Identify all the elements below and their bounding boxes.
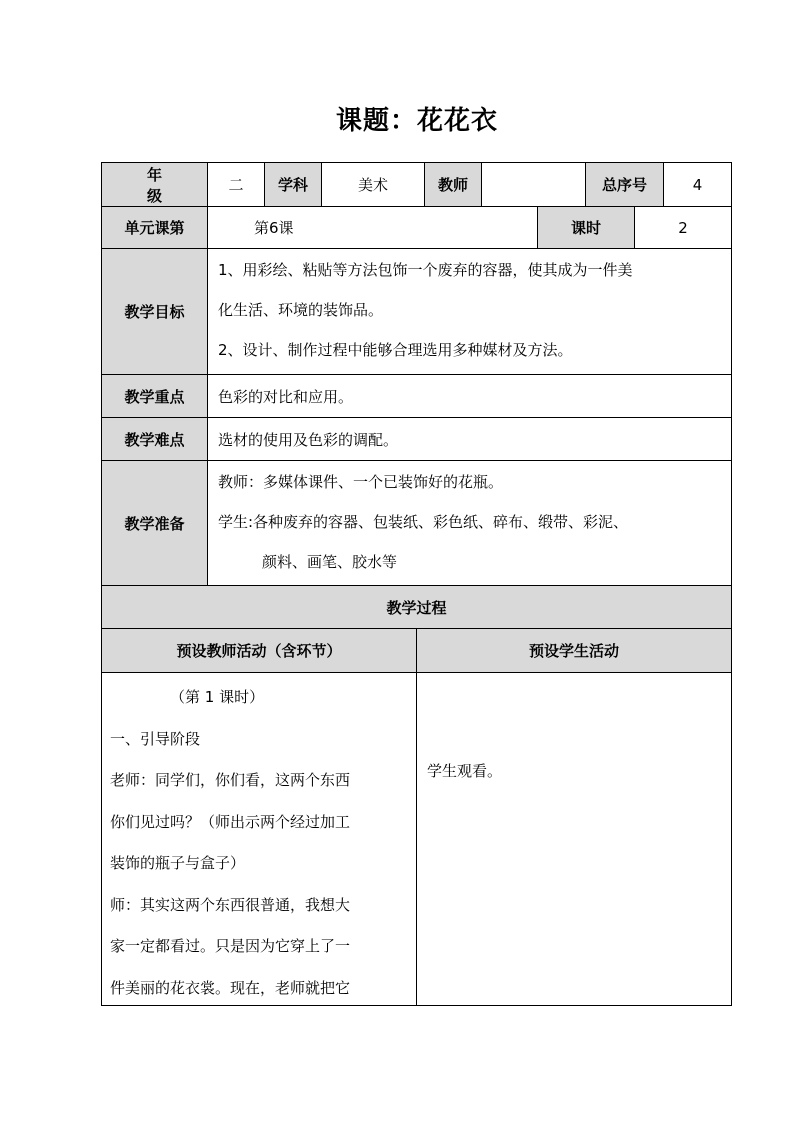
subject-label: 学科: [265, 163, 322, 207]
process-heading: 教学过程: [102, 586, 731, 629]
difficulties-text: 选材的使用及色彩的调配。: [208, 418, 731, 461]
objectives-text: [208, 249, 731, 375]
difficulties-label: 教学难点: [102, 418, 208, 461]
grade-value: 二: [208, 163, 265, 207]
activity-line: 装饰的瓶子与盒子）: [110, 854, 246, 872]
objectives-line-2: 化生活、环境的装饰品。: [218, 301, 384, 319]
serial-label: 总序号: [586, 163, 664, 207]
unit-value: 第6课: [208, 207, 538, 249]
grade-label: 年 级: [102, 163, 208, 207]
hours-label: 课时: [538, 207, 635, 249]
student-activity-text: 学生观看。: [427, 762, 503, 780]
unit-label: 单元课第: [102, 207, 208, 249]
lesson-plan-table: [101, 162, 732, 1006]
activity-line: （第 1 课时）: [170, 688, 265, 706]
key-points-text: 色彩的对比和应用。: [208, 375, 731, 418]
teacher-value: [482, 163, 586, 207]
activity-line: 老师：同学们，你们看，这两个东西: [110, 771, 351, 789]
objectives-line-3: 2、设计、制作过程中能够合理选用多种媒材及方法。: [218, 341, 573, 359]
preparation-line-2: 学生:各种废弃的容器、包装纸、彩色纸、碎布、缎带、彩泥、: [218, 513, 629, 531]
teacher-activity-body: [102, 673, 417, 1005]
objectives-label: 教学目标: [102, 249, 208, 375]
activity-line: 件美丽的花衣裳。现在，老师就把它: [110, 978, 351, 997]
key-points-label: 教学重点: [102, 375, 208, 418]
activity-line: 师：其实这两个东西很普通，我想大: [110, 895, 351, 914]
preparation-text: [208, 461, 731, 586]
activity-line: 一、引导阶段: [110, 729, 201, 748]
hours-value: 2: [635, 207, 731, 249]
activity-line: 家一定都看过。只是因为它穿上了一: [110, 937, 351, 955]
activity-line: 你们见过吗？（师出示两个经过加工: [110, 812, 351, 831]
student-activity-header: 预设学生活动: [417, 629, 731, 673]
preparation-label: 教学准备: [102, 461, 208, 586]
teacher-activity-header: 预设教师活动（含环节）: [102, 629, 417, 673]
page-title: 课题：花花衣: [335, 106, 498, 136]
preparation-line-1: 教师：多媒体课件、一个已装饰好的花瓶。: [218, 473, 504, 491]
objectives-line-1: 1、用彩绘、粘贴等方法包饰一个废弃的容器，使其成为一件美: [218, 261, 633, 279]
serial-value: 4: [664, 163, 731, 207]
preparation-line-3: 颜料、画笔、胶水等: [262, 553, 398, 571]
student-activity-body: [417, 673, 731, 1005]
teacher-label: 教师: [425, 163, 482, 207]
subject-value: 美术: [322, 163, 425, 207]
